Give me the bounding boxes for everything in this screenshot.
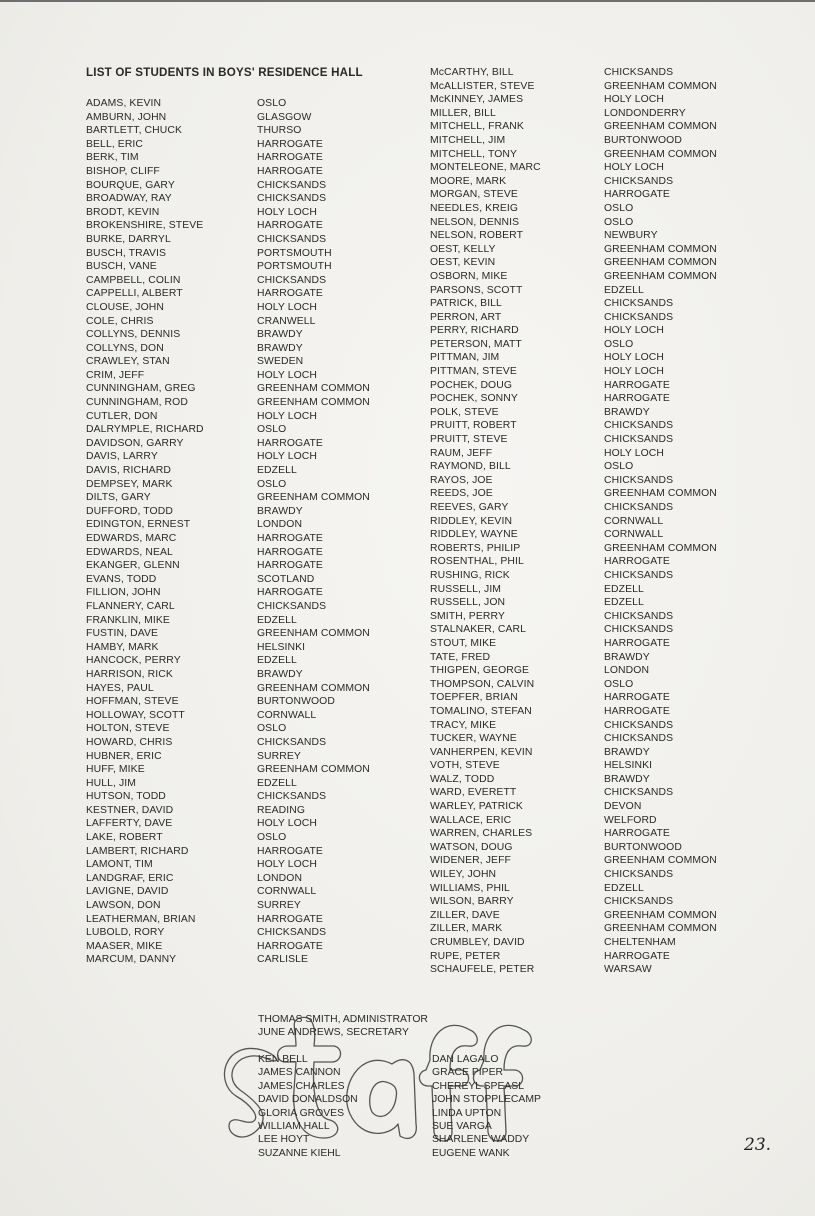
col1-entry: LAKE, ROBERT xyxy=(86,832,163,844)
staff_left-entry: GLORIA GROVES xyxy=(258,1107,345,1119)
col4-entry: CHICKSANDS xyxy=(604,869,674,881)
col4-entry: CHICKSANDS xyxy=(604,175,674,187)
col2-entry: HELSINKI xyxy=(257,641,306,653)
col2-entry: BRAWDY xyxy=(257,342,303,354)
col4-entry: EDZELL xyxy=(604,882,644,894)
col1-entry: KESTNER, DAVID xyxy=(86,804,174,816)
col4-entry: CHICKSANDS xyxy=(604,434,674,446)
col4-entry: LONDON xyxy=(604,665,650,677)
col2-entry: OSLO xyxy=(257,723,287,735)
col1-entry: BISHOP, CLIFF xyxy=(86,165,160,177)
col4-entry: HARROGATE xyxy=(604,637,670,649)
col2-entry: THURSO xyxy=(257,125,302,137)
col2-entry: OSLO xyxy=(257,98,287,109)
col2-entry: BRAWDY xyxy=(257,668,303,680)
col3-entry: MITCHELL, FRANK xyxy=(430,121,524,133)
col1-entry: HARRISON, RICK xyxy=(86,668,173,680)
col2-entry: CARLISLE xyxy=(257,954,309,966)
col4-entry: EDZELL xyxy=(604,284,644,296)
col2-entry: BRAWDY xyxy=(257,505,303,517)
col1-entry: BARTLETT, CHUCK xyxy=(86,125,182,137)
col4-entry: HARROGATE xyxy=(604,692,670,704)
col1-entry: BUSCH, TRAVIS xyxy=(86,247,167,259)
col3-entry: RUSSELL, JIM xyxy=(430,583,502,595)
col1-entry: BRODT, KEVIN xyxy=(86,206,160,218)
col4-entry: GREENHAM COMMON xyxy=(604,488,717,500)
col4-entry: GREENHAM COMMON xyxy=(604,243,717,255)
col1-entry: HAYES, PAUL xyxy=(86,682,154,694)
staff_right-entry: JOHN STOPPLECAMP xyxy=(432,1094,541,1106)
col3-entry: THIGPEN, GEORGE xyxy=(430,665,530,677)
col3-entry: VOTH, STEVE xyxy=(430,760,500,772)
col1-entry: LAMONT, TIM xyxy=(86,859,153,871)
col3-entry: VANHERPEN, KEVIN xyxy=(430,746,533,758)
col1-entry: BERK, TIM xyxy=(86,152,139,164)
col2-entry: GREENHAM COMMON xyxy=(257,628,370,640)
col1-entry: COLLYNS, DON xyxy=(86,342,164,354)
col4-entry: GREENHAM COMMON xyxy=(604,542,717,554)
col4-entry: CHICKSANDS xyxy=(604,311,674,323)
col2-entry: PORTSMOUTH xyxy=(257,247,332,259)
col4-entry: HOLY LOCH xyxy=(604,325,664,337)
col1-entry: DILTS, GARY xyxy=(86,492,151,504)
col2-entry: HOLY LOCH xyxy=(257,410,317,422)
col4-entry: WARSAW xyxy=(604,964,652,976)
col1-entry: BROKENSHIRE, STEVE xyxy=(86,220,204,232)
col3-entry: PITTMAN, JIM xyxy=(430,352,500,364)
col2-entry: HOLY LOCH xyxy=(257,451,317,463)
col1-entry: CUNNINGHAM, ROD xyxy=(86,397,188,409)
staff_left-entry: JAMES CHARLES xyxy=(258,1080,345,1092)
col4-entry: CORNWALL xyxy=(604,529,664,541)
col3-entry: SMITH, PERRY xyxy=(430,610,505,622)
col2-entry: BURTONWOOD xyxy=(257,696,335,708)
col1-entry: FRANKLIN, MIKE xyxy=(86,614,170,626)
col1-entry: DEMPSEY, MARK xyxy=(86,478,173,490)
col3-entry: TATE, FRED xyxy=(430,651,491,663)
col4-entry: CHICKSANDS xyxy=(604,420,674,432)
col3-entry: ROBERTS, PHILIP xyxy=(430,542,521,554)
col2-entry: EDZELL xyxy=(257,614,297,626)
col1-entry: BOURQUE, GARY xyxy=(86,179,175,191)
col2-entry: HOLY LOCH xyxy=(257,369,317,381)
col2-entry: CORNWALL xyxy=(257,886,317,898)
col2-entry: HARROGATE xyxy=(257,138,323,150)
col3-entry: PERRY, RICHARD xyxy=(430,325,519,337)
staff_left-entry: JAMES CANNON xyxy=(258,1067,341,1079)
col3-entry: MITCHELL, TONY xyxy=(430,148,518,160)
col1-entry: DUFFORD, TODD xyxy=(86,505,173,517)
col1-entry: BELL, ERIC xyxy=(86,138,144,150)
col2-entry: HARROGATE xyxy=(257,913,323,925)
col2-entry: HARROGATE xyxy=(257,845,323,857)
col2-entry: HARROGATE xyxy=(257,437,323,449)
col3-entry: SCHAUFELE, PETER xyxy=(430,964,535,976)
col2-entry: SURREY xyxy=(257,750,301,762)
col1-entry: BURKE, DARRYL xyxy=(86,233,171,245)
col3-entry: ZILLER, MARK xyxy=(430,923,503,935)
col3-entry: WARLEY, PATRICK xyxy=(430,801,523,813)
col4-entry: BRAWDY xyxy=(604,651,650,663)
col2-entry: CRANWELL xyxy=(257,315,316,327)
student-names-column-2 xyxy=(430,66,541,977)
col1-entry: LANDGRAF, ERIC xyxy=(86,872,174,884)
col3-entry: ZILLER, DAVE xyxy=(430,909,500,921)
col4-entry: CORNWALL xyxy=(604,515,664,527)
col1-entry: EKANGER, GLENN xyxy=(86,560,180,572)
col3-entry: THOMPSON, CALVIN xyxy=(430,678,535,690)
col1-entry: COLLYNS, DENNIS xyxy=(86,329,181,341)
col1-entry: HUTSON, TODD xyxy=(86,791,166,803)
col3-entry: WILSON, BARRY xyxy=(430,896,514,908)
staff_right-entry: LINDA UPTON xyxy=(432,1107,502,1119)
col1-entry: LAWSON, DON xyxy=(86,900,161,912)
col1-entry: DAVIS, RICHARD xyxy=(86,465,171,477)
col2-entry: CORNWALL xyxy=(257,709,317,721)
col3-entry: RAYOS, JOE xyxy=(430,474,493,486)
col3-entry: REEVES, GARY xyxy=(430,502,509,513)
col3-entry: PRUITT, STEVE xyxy=(430,434,508,446)
col3-entry: WATSON, DOUG xyxy=(430,841,513,853)
col3-entry: REEDS, JOE xyxy=(430,488,493,500)
staff_right-entry: SHARLENE WADDY xyxy=(432,1134,530,1146)
col2-entry: EDZELL xyxy=(257,465,297,477)
col2-entry: READING xyxy=(257,804,306,816)
staff_left-entry: WILLIAM HALL xyxy=(258,1121,330,1133)
col2-entry: HARROGATE xyxy=(257,940,323,952)
col3-entry: RUSHING, RICK xyxy=(430,569,510,581)
col3-entry: NELSON, DENNIS xyxy=(430,216,520,228)
col1-entry: HANCOCK, PERRY xyxy=(86,655,181,667)
col4-entry: EDZELL xyxy=(604,597,644,609)
col1-entry: HOWARD, CHRIS xyxy=(86,736,173,748)
col4-entry: HOLY LOCH xyxy=(604,162,664,174)
staff_left-entry: SUZANNE KIEHL xyxy=(258,1147,341,1159)
col2-entry: CHICKSANDS xyxy=(257,193,327,205)
staff-list-left xyxy=(258,1053,358,1160)
col2-entry: LONDON xyxy=(257,872,303,884)
col1-entry: ADAMS, KEVIN xyxy=(86,98,162,109)
col4-entry: CHICKSANDS xyxy=(604,474,674,486)
col4-entry: WELFORD xyxy=(604,814,657,826)
top-edge xyxy=(0,0,815,2)
col1-entry: HOLLOWAY, SCOTT xyxy=(86,709,185,721)
admin-entry: JUNE ANDREWS, SECRETARY xyxy=(258,1027,409,1039)
col3-entry: WILEY, JOHN xyxy=(430,869,497,881)
col1-entry: CLOUSE, JOHN xyxy=(86,301,164,313)
col2-entry: PORTSMOUTH xyxy=(257,261,332,273)
col4-entry: HOLY LOCH xyxy=(604,447,664,459)
col3-entry: RIDDLEY, WAYNE xyxy=(430,529,518,541)
col2-entry: SCOTLAND xyxy=(257,573,315,585)
col4-entry: OSLO xyxy=(604,461,634,473)
staff_right-entry: DAN LAGALO xyxy=(432,1054,499,1065)
col4-entry: OSLO xyxy=(604,216,634,228)
col1-entry: LUBOLD, RORY xyxy=(86,927,165,939)
staff_right-entry: SUE VARGA xyxy=(432,1121,492,1133)
col1-entry: DAVIS, LARRY xyxy=(86,451,158,463)
col2-entry: GREENHAM COMMON xyxy=(257,397,370,409)
col4-entry: HARROGATE xyxy=(604,950,670,962)
col1-entry: HOLTON, STEVE xyxy=(86,723,170,735)
col1-entry: FLANNERY, CARL xyxy=(86,600,175,612)
col2-entry: SWEDEN xyxy=(257,356,304,368)
col2-entry: HARROGATE xyxy=(257,587,323,599)
col4-entry: HARROGATE xyxy=(604,379,670,391)
col3-entry: POLK, STEVE xyxy=(430,406,499,418)
col1-entry: MARCUM, DANNY xyxy=(86,954,177,966)
col1-entry: CAMPBELL, COLIN xyxy=(86,274,181,286)
col3-entry: MONTELEONE, MARC xyxy=(430,162,541,174)
col1-entry: DAVIDSON, GARRY xyxy=(86,437,184,449)
col1-entry: FUSTIN, DAVE xyxy=(86,628,159,640)
col3-entry: MILLER, BILL xyxy=(430,107,496,119)
col3-entry: OEST, KEVIN xyxy=(430,257,496,269)
col3-entry: WALZ, TODD xyxy=(430,773,495,785)
col2-entry: GREENHAM COMMON xyxy=(257,682,370,694)
staff_left-entry: DAVID DONALDSON xyxy=(258,1094,358,1106)
student-homes-column-2 xyxy=(604,66,717,977)
col3-entry: PETERSON, MATT xyxy=(430,338,522,350)
col4-entry: CHICKSANDS xyxy=(604,787,674,799)
col3-entry: McKINNEY, JAMES xyxy=(430,94,524,106)
col2-entry: HOLY LOCH xyxy=(257,301,317,313)
col1-entry: HULL, JIM xyxy=(86,777,136,789)
col4-entry: GREENHAM COMMON xyxy=(604,923,717,935)
col4-entry: HARROGATE xyxy=(604,705,670,717)
col2-entry: CHICKSANDS xyxy=(257,274,327,286)
col4-entry: CHICKSANDS xyxy=(604,502,674,513)
col3-entry: WARD, EVERETT xyxy=(430,787,517,799)
col3-entry: McALLISTER, STEVE xyxy=(430,80,535,92)
col4-entry: CHICKSANDS xyxy=(604,610,674,622)
col4-entry: OSLO xyxy=(604,202,634,214)
col2-entry: OSLO xyxy=(257,832,287,844)
col1-entry: COLE, CHRIS xyxy=(86,315,154,327)
col1-entry: CUNNINGHAM, GREG xyxy=(86,383,196,395)
col4-entry: BRAWDY xyxy=(604,773,650,785)
col1-entry: EDINGTON, ERNEST xyxy=(86,519,191,531)
col3-entry: NELSON, ROBERT xyxy=(430,230,524,242)
col2-entry: OSLO xyxy=(257,478,287,490)
col3-entry: TUCKER, WAYNE xyxy=(430,733,517,745)
staff_right-entry: CHEREYL SPEASL xyxy=(432,1080,525,1092)
col4-entry: HARROGATE xyxy=(604,189,670,201)
col4-entry: BURTONWOOD xyxy=(604,841,682,853)
col2-entry: SURREY xyxy=(257,900,301,912)
col3-entry: RIDDLEY, KEVIN xyxy=(430,515,513,527)
col1-entry: LAVIGNE, DAVID xyxy=(86,886,169,898)
list-heading: LIST OF STUDENTS IN BOYS' RESIDENCE HALL xyxy=(86,66,363,79)
staff-list-right xyxy=(432,1053,541,1160)
col4-entry: BURTONWOOD xyxy=(604,134,682,146)
col4-entry: CHICKSANDS xyxy=(604,733,674,745)
col1-entry: HOFFMAN, STEVE xyxy=(86,696,179,708)
col4-entry: HOLY LOCH xyxy=(604,352,664,364)
col4-entry: GREENHAM COMMON xyxy=(604,257,717,269)
col1-entry: CAPPELLI, ALBERT xyxy=(86,288,183,300)
col1-entry: CUTLER, DON xyxy=(86,410,158,422)
col2-entry: GLASGOW xyxy=(257,111,312,123)
col2-entry: CHICKSANDS xyxy=(257,233,327,245)
col3-entry: MOORE, MARK xyxy=(430,175,507,187)
col3-entry: PRUITT, ROBERT xyxy=(430,420,517,432)
col4-entry: CHICKSANDS xyxy=(604,896,674,908)
col1-entry: EDWARDS, NEAL xyxy=(86,546,173,558)
col3-entry: RUPE, PETER xyxy=(430,950,501,962)
col4-entry: HOLY LOCH xyxy=(604,94,664,106)
staff_right-entry: GRACE PIPER xyxy=(432,1067,504,1079)
col3-entry: STOUT, MIKE xyxy=(430,637,497,649)
col3-entry: PERRON, ART xyxy=(430,311,502,323)
col4-entry: HOLY LOCH xyxy=(604,366,664,378)
col4-entry: OSLO xyxy=(604,338,634,350)
col2-entry: GREENHAM COMMON xyxy=(257,492,370,504)
col2-entry: CHICKSANDS xyxy=(257,600,327,612)
col1-entry: HUBNER, ERIC xyxy=(86,750,162,762)
col2-entry: EDZELL xyxy=(257,655,297,667)
col2-entry: CHICKSANDS xyxy=(257,791,327,803)
col1-entry: BUSCH, VANE xyxy=(86,261,157,273)
col4-entry: CHICKSANDS xyxy=(604,624,674,636)
col4-entry: CHICKSANDS xyxy=(604,67,674,78)
col1-entry: LEATHERMAN, BRIAN xyxy=(86,913,196,925)
col4-entry: EDZELL xyxy=(604,583,644,595)
col3-entry: PATRICK, BILL xyxy=(430,298,502,310)
col2-entry: CHICKSANDS xyxy=(257,736,327,748)
col4-entry: CHELTENHAM xyxy=(604,937,676,948)
col2-entry: HARROGATE xyxy=(257,546,323,558)
col4-entry: GREENHAM COMMON xyxy=(604,148,717,160)
col3-entry: McCARTHY, BILL xyxy=(430,67,514,78)
col2-entry: GREENHAM COMMON xyxy=(257,764,370,776)
col4-entry: NEWBURY xyxy=(604,230,658,242)
col3-entry: WIDENER, JEFF xyxy=(430,855,511,867)
col2-entry: OSLO xyxy=(257,424,287,436)
col3-entry: WILLIAMS, PHIL xyxy=(430,882,510,894)
col4-entry: CHICKSANDS xyxy=(604,719,674,731)
administration-list xyxy=(258,1013,428,1040)
col4-entry: CHICKSANDS xyxy=(604,298,674,310)
col1-entry: EDWARDS, MARC xyxy=(86,533,177,544)
col1-entry: MAASER, MIKE xyxy=(86,940,163,952)
col4-entry: GREENHAM COMMON xyxy=(604,855,717,867)
staff_left-entry: KEN BELL xyxy=(258,1054,308,1065)
col4-entry: DEVON xyxy=(604,801,642,813)
col1-entry: FILLION, JOHN xyxy=(86,587,161,599)
col3-entry: ROSENTHAL, PHIL xyxy=(430,556,524,568)
col4-entry: GREENHAM COMMON xyxy=(604,270,717,282)
col2-entry: LONDON xyxy=(257,519,303,531)
col2-entry: HARROGATE xyxy=(257,152,323,164)
col1-entry: LAFFERTY, DAVE xyxy=(86,818,173,830)
col3-entry: POCHEK, DOUG xyxy=(430,379,513,391)
col1-entry: CRAWLEY, STAN xyxy=(86,356,170,368)
col4-entry: BRAWDY xyxy=(604,406,650,418)
student-homes-column-1 xyxy=(257,97,370,967)
col4-entry: GREENHAM COMMON xyxy=(604,121,717,133)
col2-entry: CHICKSANDS xyxy=(257,179,327,191)
col1-entry: EVANS, TODD xyxy=(86,573,157,585)
col1-entry: BROADWAY, RAY xyxy=(86,193,172,205)
col1-entry: LAMBERT, RICHARD xyxy=(86,845,189,857)
col3-entry: TOMALINO, STEFAN xyxy=(430,705,532,717)
col2-entry: BRAWDY xyxy=(257,329,303,341)
col2-entry: CHICKSANDS xyxy=(257,927,327,939)
admin-entry: THOMAS SMITH, ADMINISTRATOR xyxy=(258,1014,428,1025)
staff_left-entry: LEE HOYT xyxy=(258,1134,310,1146)
col3-entry: RUSSELL, JON xyxy=(430,597,506,609)
col1-entry: HAMBY, MARK xyxy=(86,641,159,653)
col4-entry: GREENHAM COMMON xyxy=(604,80,717,92)
col4-entry: LONDONDERRY xyxy=(604,107,686,119)
col2-entry: HOLY LOCH xyxy=(257,859,317,871)
col3-entry: PARSONS, SCOTT xyxy=(430,284,523,296)
col3-entry: MORGAN, STEVE xyxy=(430,189,518,201)
col2-entry: HARROGATE xyxy=(257,288,323,300)
col2-entry: HARROGATE xyxy=(257,560,323,572)
col3-entry: OEST, KELLY xyxy=(430,243,496,255)
col3-entry: RAYMOND, BILL xyxy=(430,461,511,473)
col4-entry: CHICKSANDS xyxy=(604,569,674,581)
col2-entry: HARROGATE xyxy=(257,533,323,544)
col3-entry: OSBORN, MIKE xyxy=(430,270,508,282)
col2-entry: GREENHAM COMMON xyxy=(257,383,370,395)
student-names-column-1 xyxy=(86,97,204,967)
col4-entry: HARROGATE xyxy=(604,828,670,840)
col1-entry: CRIM, JEFF xyxy=(86,369,145,381)
col2-entry: HOLY LOCH xyxy=(257,206,317,218)
col3-entry: NEEDLES, KREIG xyxy=(430,202,519,214)
col4-entry: HELSINKI xyxy=(604,760,653,772)
col2-entry: EDZELL xyxy=(257,777,297,789)
staff_right-entry: EUGENE WANK xyxy=(432,1147,510,1159)
col4-entry: GREENHAM COMMON xyxy=(604,909,717,921)
col3-entry: STALNAKER, CARL xyxy=(430,624,527,636)
col3-entry: PITTMAN, STEVE xyxy=(430,366,517,378)
col3-entry: CRUMBLEY, DAVID xyxy=(430,937,525,948)
col1-entry: DALRYMPLE, RICHARD xyxy=(86,424,204,436)
col3-entry: RAUM, JEFF xyxy=(430,447,493,459)
col3-entry: WALLACE, ERIC xyxy=(430,814,512,826)
col3-entry: WARREN, CHARLES xyxy=(430,828,533,840)
col2-entry: HARROGATE xyxy=(257,165,323,177)
col1-entry: AMBURN, JOHN xyxy=(86,111,167,123)
col3-entry: TRACY, MIKE xyxy=(430,719,497,731)
col3-entry: TOEPFER, BRIAN xyxy=(430,692,518,704)
col4-entry: HARROGATE xyxy=(604,393,670,405)
col4-entry: HARROGATE xyxy=(604,556,670,568)
col4-entry: OSLO xyxy=(604,678,634,690)
col3-entry: POCHEK, SONNY xyxy=(430,393,518,405)
col3-entry: MITCHELL, JIM xyxy=(430,134,506,146)
col2-entry: HOLY LOCH xyxy=(257,818,317,830)
col2-entry: HARROGATE xyxy=(257,220,323,232)
col1-entry: HUFF, MIKE xyxy=(86,764,145,776)
page-number: 23. xyxy=(744,1135,772,1155)
col4-entry: BRAWDY xyxy=(604,746,650,758)
